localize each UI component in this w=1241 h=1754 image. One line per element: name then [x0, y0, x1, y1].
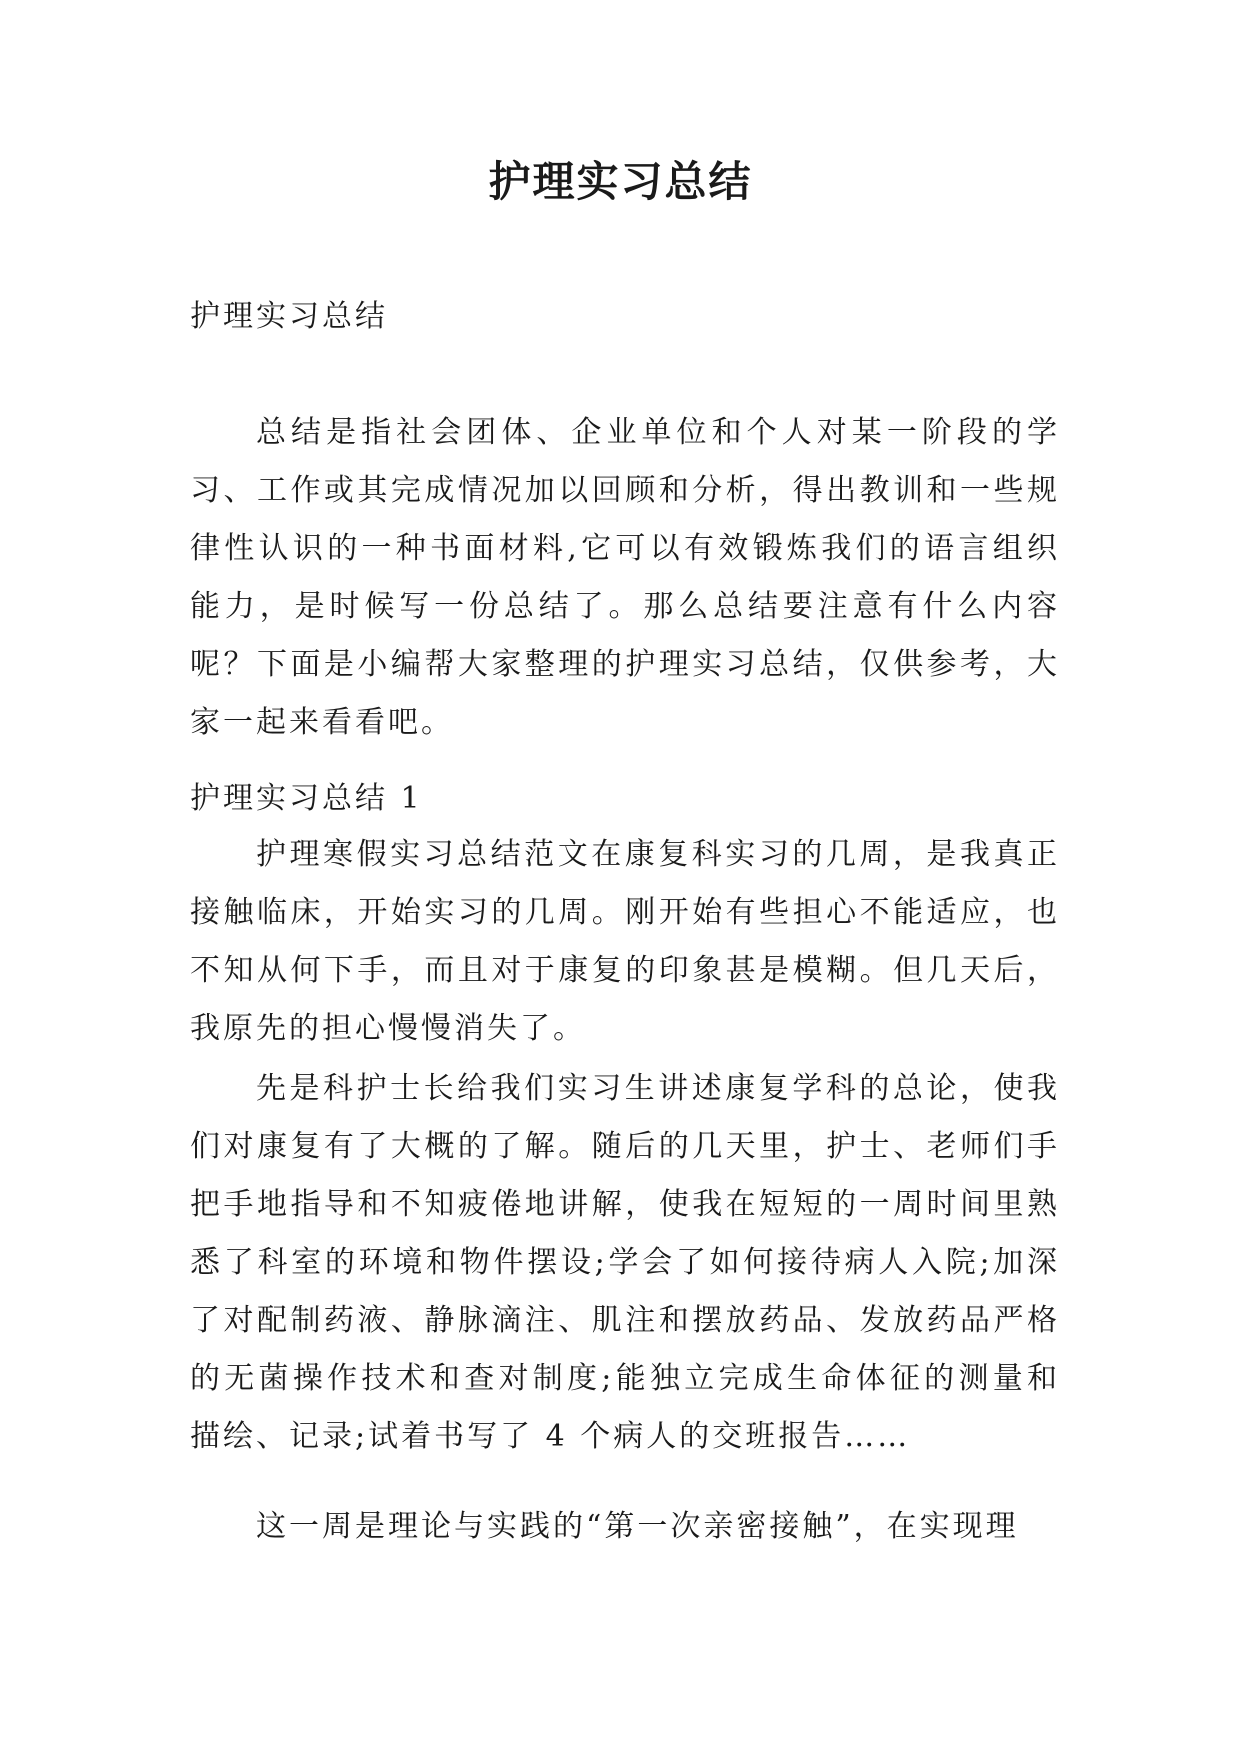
document-title: 护理实习总结	[488, 157, 753, 206]
intro-paragraph: 总结是指社会团体、企业单位和个人对某一阶段的学习、工作或其完成情况加以回顾和分析，得出教训和一些规律性认识的一种书面材料,它可以有效锻炼我们的语言组织能力，是时候写一份总结了。那么总结要注意有什么内容呢？下面是小编帮大家整理的护理实习总结，仅供参考，大家一起来看看吧。	[190, 415, 1060, 740]
body-paragraph-3: 这一周是理论与实践的“第一次亲密接触”，在实现理	[256, 1509, 1019, 1544]
body-paragraph-1: 护理寒假实习总结范文在康复科实习的几周，是我真正接触临床，开始实习的几周。刚开始有些担心不能适应，也不知从何下手，而且对于康复的印象甚是模糊。但几天后，我原先的担心慢慢消失了。	[190, 837, 1060, 1046]
body-paragraph-2: 先是科护士长给我们实习生讲述康复学科的总论，使我们对康复有了大概的了解。随后的几天里，护士、老师们手把手地指导和不知疲倦地讲解，使我在短短的一周时间里熟悉了科室的环境和物件摆设;学会了如何接待病人入院;加深了对配制药液、静脉滴注、肌注和摆放药品、发放药品严格的无菌操作技术和查对制度;能独立完成生命体征的测量和描绘、记录;试着书写了 4 个病人的交班报告……	[190, 1071, 1060, 1454]
section-heading: 护理实习总结 1	[190, 781, 423, 816]
document-subtitle: 护理实习总结	[190, 299, 388, 334]
